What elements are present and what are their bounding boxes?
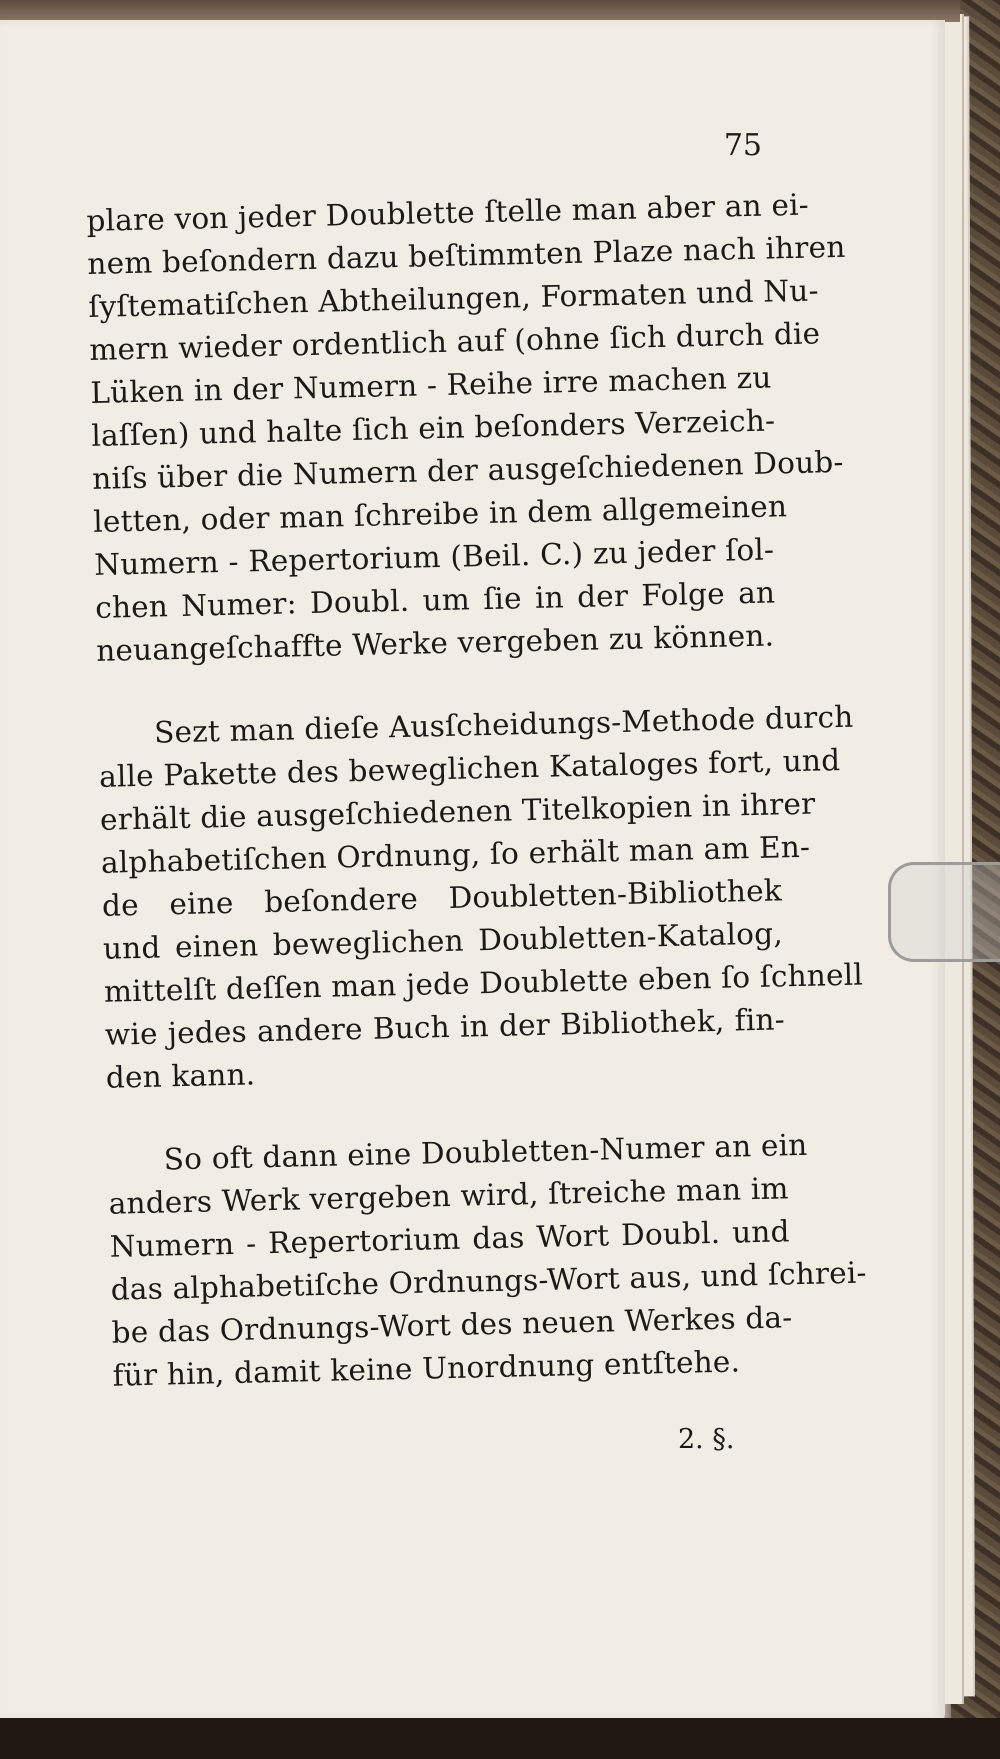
- text-line: ſyſtematiſchen Abtheilungen, Formaten und Nu-: [88, 273, 820, 324]
- bottom-shadow: [0, 1718, 1000, 1759]
- text-line: Numern - Repertorium (Beil. C.) zu jeder ſol-: [93, 532, 775, 582]
- text-line: Numern - Repertorium das Wort Doubl. und: [109, 1214, 790, 1264]
- text-line: chen Numer: Doubl. um ſie in der Folge an: [94, 575, 776, 625]
- text-line: niſs über die Numern der ausgeſchiedenen Doub-: [91, 444, 844, 496]
- text-line: Sezt man dieſe Ausſcheidungs-Methode durch: [153, 699, 854, 750]
- text-line: be das Ordnungs-Wort des neuen Werkes da-: [111, 1300, 793, 1350]
- text-line: plare von jeder Doublette ſtelle man aber an ei-: [86, 187, 810, 238]
- paragraph-3: [107, 1124, 868, 1397]
- text-line: Lüken in der Numern - Reihe irre machen zu: [89, 360, 772, 410]
- text-line: neuangeſchaffte Werke vergeben zu können.: [95, 618, 775, 668]
- text-line: So oft dann eine Doubletten-Numer an ein: [163, 1127, 808, 1177]
- text-line: das alphabetiſche Ordnungs-Wort aus, und ſchrei-: [110, 1255, 868, 1307]
- text-line: wie jedes andere Buch in der Bibliothek, fin-: [104, 1002, 786, 1052]
- page-number: 75: [723, 128, 762, 163]
- page-clip: [888, 862, 1000, 962]
- text-line: de eine beſondere Doubletten-Bibliothek: [101, 873, 783, 923]
- body-text: [86, 185, 868, 1398]
- binding-top-strip: [0, 0, 960, 22]
- paragraph-2: [98, 697, 864, 1099]
- text-line: alle Pakette des beweglichen Kataloges fort, und: [98, 743, 841, 794]
- text-line: laſſen) und halte ſich ein beſonders Verzeich-: [90, 403, 776, 453]
- text-line: nem beſondern dazu beſtimmten Plaze nach ihren: [87, 229, 846, 281]
- paragraph-1: [86, 185, 846, 673]
- catchword: 2. §.: [678, 1424, 735, 1455]
- text-line: für hin, damit keine Unordnung entſtehe.: [112, 1344, 741, 1393]
- text-line: mern wieder ordentlich auf (ohne ſich durch die: [89, 316, 821, 367]
- text-line: alphabetiſchen Ordnung, ſo erhält man am En-: [100, 829, 811, 880]
- book-page: [0, 20, 945, 1720]
- text-line: den kann.: [105, 1057, 256, 1095]
- text-line: erhält die ausgeſchiedenen Titelkopien in ihrer: [99, 786, 816, 837]
- text-line: mittelſt deſſen man jede Doublette eben ſo ſchnell: [103, 957, 864, 1009]
- text-line: letten, oder man ſchreibe in dem allgemeinen: [92, 489, 788, 539]
- text-line: und einen beweglichen Doubletten-Katalog,: [102, 916, 784, 966]
- text-line: anders Werk vergeben wird, ſtreiche man im: [108, 1171, 789, 1221]
